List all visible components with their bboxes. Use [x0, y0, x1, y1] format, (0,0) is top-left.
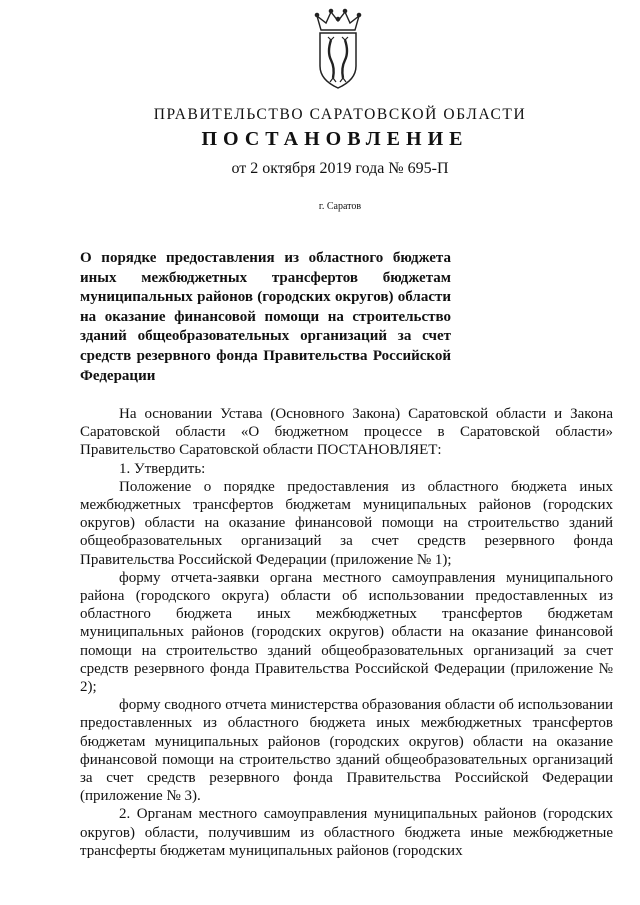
date-and-number: от 2 октября 2019 года № 695-П — [231, 160, 449, 177]
coat-of-arms-emblem — [307, 8, 369, 92]
resolution-body — [80, 405, 613, 860]
resolution-subject: О порядке предоставления из областного бюджета иных межбюджетных трансфертов бюджетам муниципальных районов (городских округов) области на оказание финансовой помощи на строительство зданий общеобразовательных организаций за счет средств резервного фонда Правительства Российской Федерации — [80, 250, 451, 384]
body-paragraph: На основании Устава (Основного Закона) Саратовской области и Закона Саратовской области «О бюджетном процессе в Саратовской области» Правительство Саратовской области ПОСТАНОВЛЯЕТ: — [80, 406, 613, 459]
government-heading: ПРАВИТЕЛЬСТВО САРАТОВСКОЙ ОБЛАСТИ — [153, 106, 527, 123]
body-paragraph: форму отчета-заявки органа местного самоуправления муниципального района (городского округа) области об использовании предоставленных из областного бюджета иных межбюджетных трансфертов бюджетам муниципальных районов (городских округов) области на оказание финансовой помощи на строительство зданий общеобразовательных организаций за счет средств резервного фонда Правительства Российской Федерации (приложение № 2); — [80, 569, 613, 696]
body-paragraph: 1. Утвердить: — [119, 460, 206, 477]
body-paragraph: 2. Органам местного самоуправления муниципальных районов (городских округов) области, получившим из областного бюджета иные межбюджетные трансферты бюджетам муниципальных районов (городских — [80, 806, 613, 859]
city-label: г. Саратов — [318, 201, 362, 212]
document-type-title: ПОСТАНОВЛЕНИЕ — [201, 128, 469, 150]
body-paragraph: Положение о порядке предоставления из областного бюджета иных межбюджетных трансфертов бюджетам муниципальных районов (городских округов) области на оказание финансовой помощи на строительство зданий общеобразовательных организаций за счет средств резервного фонда Правительства Российской Федерации (приложение № 1); — [80, 478, 613, 568]
body-paragraph: форму сводного отчета министерства образования области об использовании предоставленных из областного бюджета иных межбюджетных трансфертов бюджетам муниципальных районов (городских округов) области на оказание финансовой помощи на строительство зданий общеобразовательных организаций за счет средств резервного фонда Правительства Российской Федерации (приложение № 3). — [80, 697, 613, 805]
